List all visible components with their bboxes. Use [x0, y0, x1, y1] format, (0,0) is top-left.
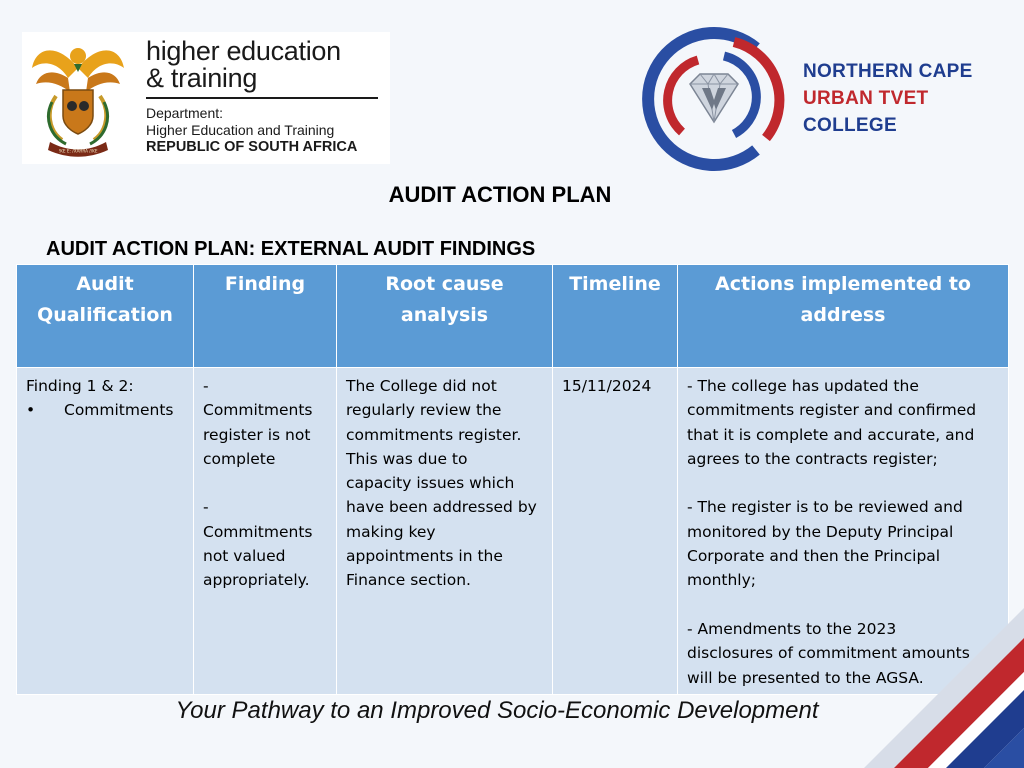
root-cause-line: capacity issues which — [346, 474, 515, 493]
root-cause-line: have been addressed by — [346, 498, 537, 517]
header-actions — [678, 265, 1009, 368]
dhet-country: REPUBLIC OF SOUTH AFRICA — [146, 139, 358, 155]
finding-line: - — [203, 377, 209, 395]
root-cause-line: appointments in the — [346, 547, 503, 566]
dhet-dept: Department: — [146, 105, 224, 121]
header-qualification — [17, 265, 194, 368]
header-qualification-line1: Audit — [76, 273, 134, 295]
timeline-value: 15/11/2024 — [562, 377, 652, 395]
finding-line: Commitments — [203, 401, 313, 420]
root-cause-line: The College did not — [346, 377, 497, 395]
section-title: AUDIT ACTION PLAN: EXTERNAL AUDIT FINDINGS — [46, 238, 536, 260]
college-name-line2: URBAN TVET — [803, 88, 929, 109]
cell-qualification — [17, 368, 194, 695]
action-line — [687, 471, 999, 495]
coat-of-arms-icon — [28, 38, 128, 158]
college-name — [803, 58, 973, 139]
college-name-line1: NORTHERN CAPE — [803, 61, 973, 82]
header-timeline-line1: Timeline — [569, 273, 661, 295]
header-qualification-line2: Qualification — [37, 304, 173, 326]
header-timeline — [553, 265, 678, 368]
dhet-line2: & training — [146, 63, 258, 93]
cell-root-cause — [337, 368, 553, 695]
dhet-rule — [146, 97, 378, 99]
action-line: Corporate and then the Principal — [687, 547, 941, 566]
finding-line: complete — [203, 449, 276, 468]
action-line: monitored by the Deputy Principal — [687, 522, 954, 541]
action-line: - Amendments to the 2023 — [687, 619, 897, 638]
action-line: agrees to the contracts register; — [687, 449, 938, 468]
college-emblem — [638, 26, 788, 172]
header-finding — [194, 265, 337, 368]
header-actions-line2: address — [800, 304, 886, 326]
root-cause-line: Finance section. — [346, 571, 471, 590]
header-root-cause-line2: analysis — [400, 304, 489, 326]
page-title: AUDIT ACTION PLAN — [388, 182, 612, 207]
action-line: monthly; — [687, 571, 757, 590]
header-root-cause — [337, 265, 553, 368]
header-root-cause-line1: Root cause — [385, 273, 504, 295]
finding-line: - — [203, 498, 209, 517]
qualification-item: Commitments — [64, 401, 174, 420]
diamond-icon — [690, 74, 738, 122]
college-logo — [638, 26, 998, 172]
finding-line: appropriately. — [203, 571, 310, 590]
college-name-line3: COLLEGE — [803, 115, 897, 136]
dhet-line1: higher education — [146, 36, 341, 66]
corner-stripes-decoration — [824, 568, 1024, 768]
action-line: disclosures of commitment amounts — [687, 644, 970, 663]
dhet-dept-name: Higher Education and Training — [146, 122, 335, 138]
action-line: - The register is to be reviewed and — [687, 498, 963, 517]
cell-finding — [194, 368, 337, 695]
qualification-bullet-item — [26, 398, 184, 422]
action-line: that it is complete and accurate, and — [687, 425, 975, 444]
finding-line: Commitments — [203, 522, 313, 541]
coat-motto: !KE E: /XARRA //KE — [58, 148, 98, 154]
root-cause-line: regularly review the — [346, 401, 502, 420]
finding-line: register is not — [203, 425, 311, 444]
header-finding-line1: Finding — [224, 273, 306, 295]
dhet-logo — [22, 32, 390, 164]
root-cause-line: commitments register. — [346, 425, 522, 444]
action-line: - The college has updated the — [687, 377, 919, 395]
root-cause-line: making key — [346, 522, 436, 541]
action-line: will be presented to the AGSA. — [687, 668, 924, 687]
bullet-icon: • — [26, 401, 36, 420]
action-line: commitments register and confirmed — [687, 401, 977, 420]
finding-line: not valued — [203, 547, 286, 566]
table-header-row — [17, 265, 1009, 368]
cell-timeline — [553, 368, 678, 695]
dhet-wordmark — [146, 38, 386, 156]
footer-tagline: Your Pathway to an Improved Socio-Economic Development — [175, 697, 819, 724]
header-actions-line1: Actions implemented to — [715, 273, 971, 295]
root-cause-line: This was due to — [346, 449, 468, 468]
qualification-lead: Finding 1 & 2: — [26, 377, 134, 395]
finding-line — [203, 471, 327, 495]
